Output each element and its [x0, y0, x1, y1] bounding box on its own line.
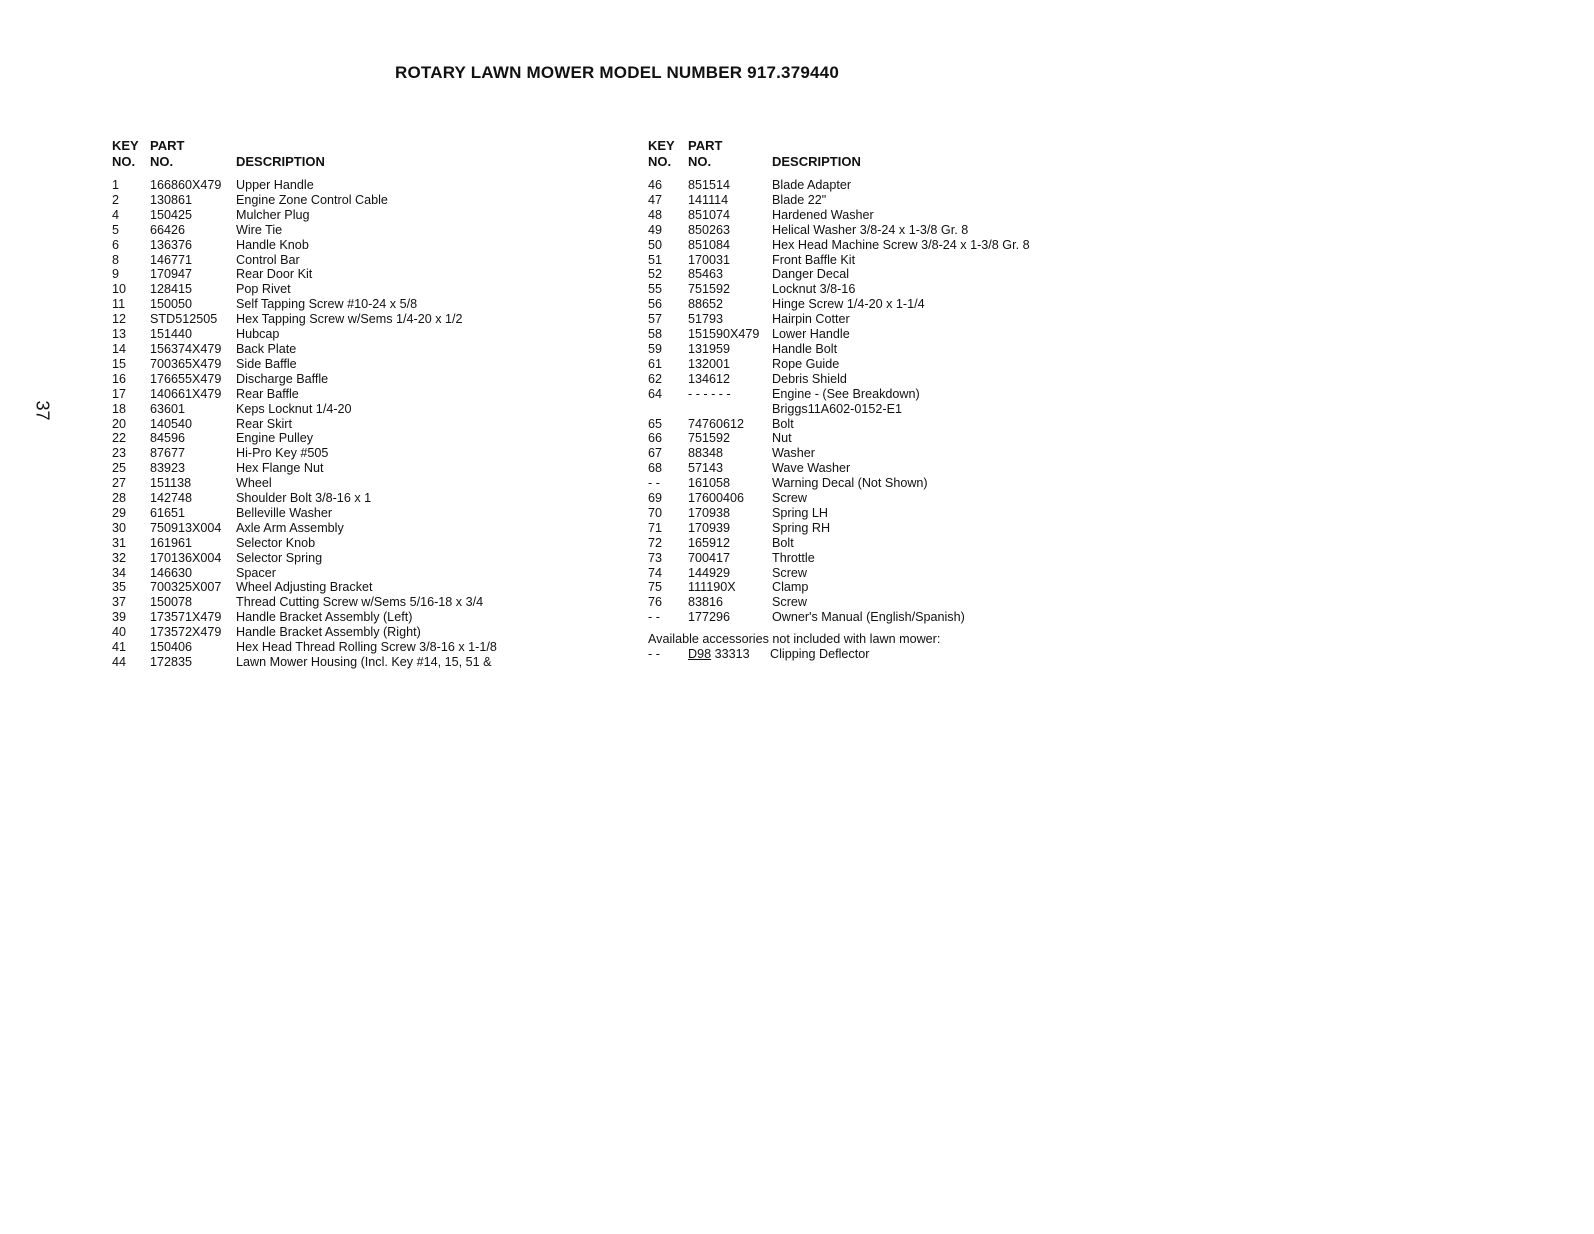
part-number: 851084 — [688, 237, 731, 252]
description: Hex Head Machine Screw 3/8-24 x 1-3/8 Gr. 8 — [772, 237, 1030, 252]
description: Owner's Manual (English/Spanish) — [772, 610, 965, 625]
parts-row — [648, 193, 1088, 208]
key-number: 1 — [112, 178, 120, 192]
key-number: 17 — [112, 386, 127, 401]
part-number: STD512505 — [150, 312, 218, 327]
key-number: 44 — [112, 655, 127, 669]
key-number: 20 — [112, 416, 127, 431]
part-number: 66426 — [150, 222, 186, 237]
part-number: 161058 — [688, 476, 731, 491]
part-number: 700325X007 — [150, 580, 222, 595]
description: Helical Washer 3/8-24 x 1-3/8 Gr. 8 — [772, 222, 969, 237]
part-number: 51793 — [688, 312, 724, 327]
parts-row — [648, 521, 1088, 536]
description: Self Tapping Screw #10-24 x 5/8 — [236, 297, 418, 312]
description: Nut — [772, 431, 792, 446]
key-number: 29 — [112, 505, 127, 520]
parts-row — [112, 446, 632, 461]
part-number: 166860X479 — [150, 178, 222, 192]
key-number: 18 — [112, 401, 127, 416]
parts-row — [112, 357, 632, 372]
parts-row — [112, 372, 632, 387]
accessory-part — [688, 647, 770, 662]
parts-row — [112, 431, 632, 446]
right-rows — [648, 178, 1088, 625]
page-title: ROTARY LAWN MOWER MODEL NUMBER 917.379440 — [395, 63, 839, 82]
part-number: 74760612 — [688, 416, 745, 431]
description: Wire Tie — [236, 222, 283, 237]
key-number: 6 — [112, 237, 120, 252]
part-number: 170031 — [688, 252, 731, 267]
part-number: 170938 — [688, 505, 731, 520]
part-number: 851074 — [688, 207, 731, 222]
key-number: 73 — [648, 550, 663, 565]
description: Debris Shield — [772, 371, 847, 386]
description: Wheel — [236, 476, 272, 491]
parts-row — [112, 238, 632, 253]
key-number: 14 — [112, 341, 127, 356]
description: Handle Bracket Assembly (Left) — [236, 610, 413, 625]
part-number: 173572X479 — [150, 625, 222, 640]
part-number: 146630 — [150, 565, 193, 580]
parts-row — [648, 476, 1088, 491]
key-number: 68 — [648, 461, 663, 476]
parts-row — [648, 253, 1088, 268]
part-number: 150406 — [150, 640, 193, 655]
key-no-header: KEY NO. — [112, 138, 139, 169]
key-number: 57 — [648, 312, 663, 327]
part-number: 150078 — [150, 595, 193, 610]
part-number: 150050 — [150, 297, 193, 312]
key-number: - - — [648, 476, 660, 491]
parts-row — [648, 461, 1088, 476]
key-number — [648, 402, 688, 417]
key-number: 37 — [112, 595, 127, 610]
description: Hex Flange Nut — [236, 461, 324, 476]
parts-row — [112, 566, 632, 581]
key-number: 31 — [112, 535, 127, 550]
part-number: 850263 — [688, 222, 731, 237]
key-number: 66 — [648, 431, 663, 446]
part-number: 130861 — [150, 192, 193, 207]
part-number: 170947 — [150, 267, 193, 282]
key-number: 28 — [112, 491, 127, 506]
description: Hairpin Cotter — [772, 312, 850, 327]
description: Hinge Screw 1/4-20 x 1-1/4 — [772, 297, 925, 312]
parts-row — [648, 312, 1088, 327]
key-number: 16 — [112, 371, 127, 386]
description: Briggs11A602-0152-E1 — [772, 401, 902, 416]
key-number: 9 — [112, 267, 120, 282]
parts-row — [112, 536, 632, 551]
part-number: 151590X479 — [688, 327, 760, 342]
key-number: 67 — [648, 446, 663, 461]
key-number: 48 — [648, 207, 663, 222]
page-number: 37 — [32, 400, 53, 421]
description: Spacer — [236, 565, 276, 580]
description: Back Plate — [236, 341, 297, 356]
key-number: 50 — [648, 237, 663, 252]
key-number: 47 — [648, 192, 663, 207]
column-header — [112, 138, 632, 170]
description: Bolt — [772, 535, 794, 550]
description: Throttle — [772, 550, 815, 565]
description: Belleville Washer — [236, 505, 333, 520]
parts-row — [112, 223, 632, 238]
part-number: 751592 — [688, 431, 731, 446]
part-number: 142748 — [150, 491, 193, 506]
parts-row — [648, 417, 1088, 432]
description: Clamp — [772, 580, 809, 595]
description: Mulcher Plug — [236, 207, 310, 222]
part-number: 700417 — [688, 550, 731, 565]
description: Handle Bolt — [772, 341, 838, 356]
key-number: 41 — [112, 640, 127, 655]
part-number: 140661X479 — [150, 386, 222, 401]
key-number: 12 — [112, 312, 127, 327]
parts-row — [648, 297, 1088, 312]
part-number: 144929 — [688, 565, 731, 580]
description: Upper Handle — [236, 178, 314, 192]
part-number: 83923 — [150, 461, 186, 476]
description: Rear Skirt — [236, 416, 292, 431]
description: Keps Locknut 1/4-20 — [236, 401, 352, 416]
part-no-header: PART NO. — [688, 138, 723, 169]
part-number: 170136X004 — [150, 550, 222, 565]
part-number: 57143 — [688, 461, 724, 476]
description: Thread Cutting Screw w/Sems 5/16-18 x 3/4 — [236, 595, 484, 610]
parts-row — [112, 342, 632, 357]
key-number: 72 — [648, 535, 663, 550]
description: Spring LH — [772, 505, 829, 520]
description: Selector Knob — [236, 535, 316, 550]
key-number: 75 — [648, 580, 663, 595]
parts-row — [112, 491, 632, 506]
description: Screw — [772, 491, 807, 506]
parts-row — [112, 402, 632, 417]
parts-row — [112, 208, 632, 223]
parts-row — [648, 491, 1088, 506]
key-number: 35 — [112, 580, 127, 595]
key-number: 22 — [112, 431, 127, 446]
parts-row — [112, 282, 632, 297]
part-number: 111190X — [688, 580, 736, 595]
parts-row — [648, 267, 1088, 282]
parts-row — [112, 506, 632, 521]
description: Side Baffle — [236, 356, 297, 371]
part-number: 140540 — [150, 416, 193, 431]
part-number: 136376 — [150, 237, 193, 252]
key-number: 46 — [648, 178, 663, 192]
parts-row — [648, 551, 1088, 566]
key-number: 55 — [648, 282, 663, 297]
key-number: 65 — [648, 416, 663, 431]
part-number: 61651 — [150, 505, 186, 520]
description: Engine Zone Control Cable — [236, 192, 388, 207]
description: Wave Washer — [772, 461, 851, 476]
key-number: 70 — [648, 505, 663, 520]
key-number: 74 — [648, 565, 663, 580]
description: Rear Baffle — [236, 386, 299, 401]
part-number: 88348 — [688, 446, 724, 461]
parts-row — [112, 476, 632, 491]
part-number — [688, 402, 772, 417]
description: Engine Pulley — [236, 431, 314, 446]
parts-list-left — [112, 138, 632, 670]
key-number: 30 — [112, 520, 127, 535]
description: Blade 22" — [772, 192, 827, 207]
accessories-heading: Available accessories not included with lawn mower: — [648, 632, 941, 647]
parts-row — [112, 655, 632, 670]
parts-row — [648, 610, 1088, 625]
description: Bolt — [772, 416, 794, 431]
description-header: DESCRIPTION — [772, 154, 861, 169]
part-no-header: PART NO. — [150, 138, 185, 169]
key-number: 32 — [112, 550, 127, 565]
part-number: 151138 — [150, 476, 192, 491]
left-rows — [112, 178, 632, 670]
description-header: DESCRIPTION — [236, 154, 325, 169]
description: Hi-Pro Key #505 — [236, 446, 329, 461]
parts-row — [112, 267, 632, 282]
part-number: 88652 — [688, 297, 724, 312]
part-number: 83816 — [688, 595, 724, 610]
parts-row — [112, 178, 632, 193]
key-number: 56 — [648, 297, 663, 312]
description: Hardened Washer — [772, 207, 874, 222]
description: Shoulder Bolt 3/8-16 x 1 — [236, 491, 372, 506]
part-number: 172835 — [150, 655, 193, 669]
parts-row — [648, 238, 1088, 253]
parts-row — [648, 402, 1088, 417]
parts-row — [112, 640, 632, 655]
part-number: 176655X479 — [150, 371, 222, 386]
part-number: 150425 — [150, 207, 193, 222]
description: Spring RH — [772, 520, 831, 535]
parts-row — [112, 297, 632, 312]
part-number: 146771 — [150, 252, 193, 267]
part-number: 750913X004 — [150, 520, 222, 535]
parts-row — [648, 536, 1088, 551]
parts-row — [112, 521, 632, 536]
part-number: 134612 — [688, 371, 731, 386]
description: Hex Head Thread Rolling Screw 3/8-16 x 1-1/8 — [236, 640, 497, 655]
part-number: 131959 — [688, 341, 731, 356]
description: Lower Handle — [772, 327, 850, 342]
description: Lawn Mower Housing (Incl. Key #14, 15, 51 & — [236, 655, 492, 669]
parts-row — [648, 178, 1088, 193]
parts-row — [648, 506, 1088, 521]
part-number: 161961 — [150, 535, 193, 550]
description: Warning Decal (Not Shown) — [772, 476, 928, 491]
key-number: 49 — [648, 222, 663, 237]
part-number: 156374X479 — [150, 341, 222, 356]
parts-row — [648, 357, 1088, 372]
description: Hubcap — [236, 327, 280, 342]
part-number: 173571X479 — [150, 610, 222, 625]
key-number: 62 — [648, 371, 663, 386]
part-number: 87677 — [150, 446, 186, 461]
part-number: - - - - - - — [688, 386, 731, 401]
key-number: 61 — [648, 356, 663, 371]
key-no-header: KEY NO. — [648, 138, 675, 169]
key-number: 39 — [112, 610, 127, 625]
part-number: 177296 — [688, 610, 731, 625]
parts-row — [112, 610, 632, 625]
key-number: 5 — [112, 222, 120, 237]
part-number: 141114 — [688, 192, 729, 207]
parts-row — [112, 595, 632, 610]
key-number: - - — [648, 610, 660, 625]
description: Washer — [772, 446, 815, 461]
parts-row — [648, 327, 1088, 342]
description: Pop Rivet — [236, 282, 291, 297]
parts-row — [648, 566, 1088, 581]
parts-row — [112, 417, 632, 432]
part-number: 165912 — [688, 535, 731, 550]
description: Danger Decal — [772, 267, 850, 282]
description: Hex Tapping Screw w/Sems 1/4-20 x 1/2 — [236, 312, 463, 327]
parts-row — [112, 387, 632, 402]
accessory-part-prefix: D98 — [688, 647, 712, 662]
part-number: 170939 — [688, 520, 731, 535]
key-number: 15 — [112, 356, 127, 371]
part-number: 132001 — [688, 356, 731, 371]
description: Locknut 3/8-16 — [772, 282, 856, 297]
description: Blade Adapter — [772, 178, 852, 192]
parts-row — [112, 580, 632, 595]
parts-list-right — [648, 138, 1088, 662]
description: Screw — [772, 595, 807, 610]
description: Wheel Adjusting Bracket — [236, 580, 373, 595]
parts-row — [648, 446, 1088, 461]
parts-row — [648, 387, 1088, 402]
parts-row — [112, 312, 632, 327]
part-number: 851514 — [688, 178, 731, 192]
key-number: 64 — [648, 386, 663, 401]
part-number: 128415 — [150, 282, 193, 297]
description: Rear Door Kit — [236, 267, 313, 282]
key-number: 11 — [112, 297, 126, 312]
key-number: 25 — [112, 461, 127, 476]
key-number: 59 — [648, 341, 663, 356]
part-number: 85463 — [688, 267, 724, 282]
parts-row — [112, 625, 632, 640]
parts-row — [648, 372, 1088, 387]
description: Handle Knob — [236, 237, 309, 252]
part-number: 700365X479 — [150, 356, 222, 371]
key-number: 71 — [648, 520, 663, 535]
key-number: 51 — [648, 252, 663, 267]
description: Screw — [772, 565, 807, 580]
parts-row — [112, 327, 632, 342]
description: Control Bar — [236, 252, 300, 267]
parts-row — [648, 595, 1088, 610]
parts-row — [112, 253, 632, 268]
parts-row — [648, 282, 1088, 297]
description: Front Baffle Kit — [772, 252, 856, 267]
part-number: 17600406 — [688, 491, 745, 506]
description: Engine - (See Breakdown) — [772, 386, 920, 401]
description: Axle Arm Assembly — [236, 520, 344, 535]
description: Handle Bracket Assembly (Right) — [236, 625, 421, 640]
parts-row — [112, 551, 632, 566]
key-number: 23 — [112, 446, 127, 461]
key-number: 10 — [112, 282, 127, 297]
key-number: 40 — [112, 625, 127, 640]
parts-row — [648, 208, 1088, 223]
key-number: 27 — [112, 476, 127, 491]
description: Discharge Baffle — [236, 371, 329, 386]
part-number: 84596 — [150, 431, 186, 446]
parts-row — [648, 431, 1088, 446]
accessory-description: Clipping Deflector — [770, 647, 870, 662]
accessory-part-number: 33313 — [714, 647, 750, 662]
parts-row — [648, 342, 1088, 357]
parts-row — [648, 223, 1088, 238]
accessory-key: - - — [648, 647, 660, 662]
key-number: 34 — [112, 565, 127, 580]
accessory-row — [648, 647, 1088, 662]
part-number: 63601 — [150, 401, 186, 416]
key-number: 52 — [648, 267, 663, 282]
parts-row — [648, 580, 1088, 595]
key-number: 8 — [112, 252, 120, 267]
key-number: 58 — [648, 327, 663, 342]
description: Rope Guide — [772, 356, 840, 371]
part-number: 751592 — [688, 282, 731, 297]
parts-row — [112, 193, 632, 208]
column-header — [648, 138, 1088, 170]
description: Selector Spring — [236, 550, 323, 565]
key-number: 13 — [112, 327, 127, 342]
key-number: 2 — [112, 192, 120, 207]
key-number: 69 — [648, 491, 663, 506]
part-number: 151440 — [150, 327, 193, 342]
key-number: 76 — [648, 595, 663, 610]
parts-row — [112, 461, 632, 476]
key-number: 4 — [112, 207, 120, 222]
